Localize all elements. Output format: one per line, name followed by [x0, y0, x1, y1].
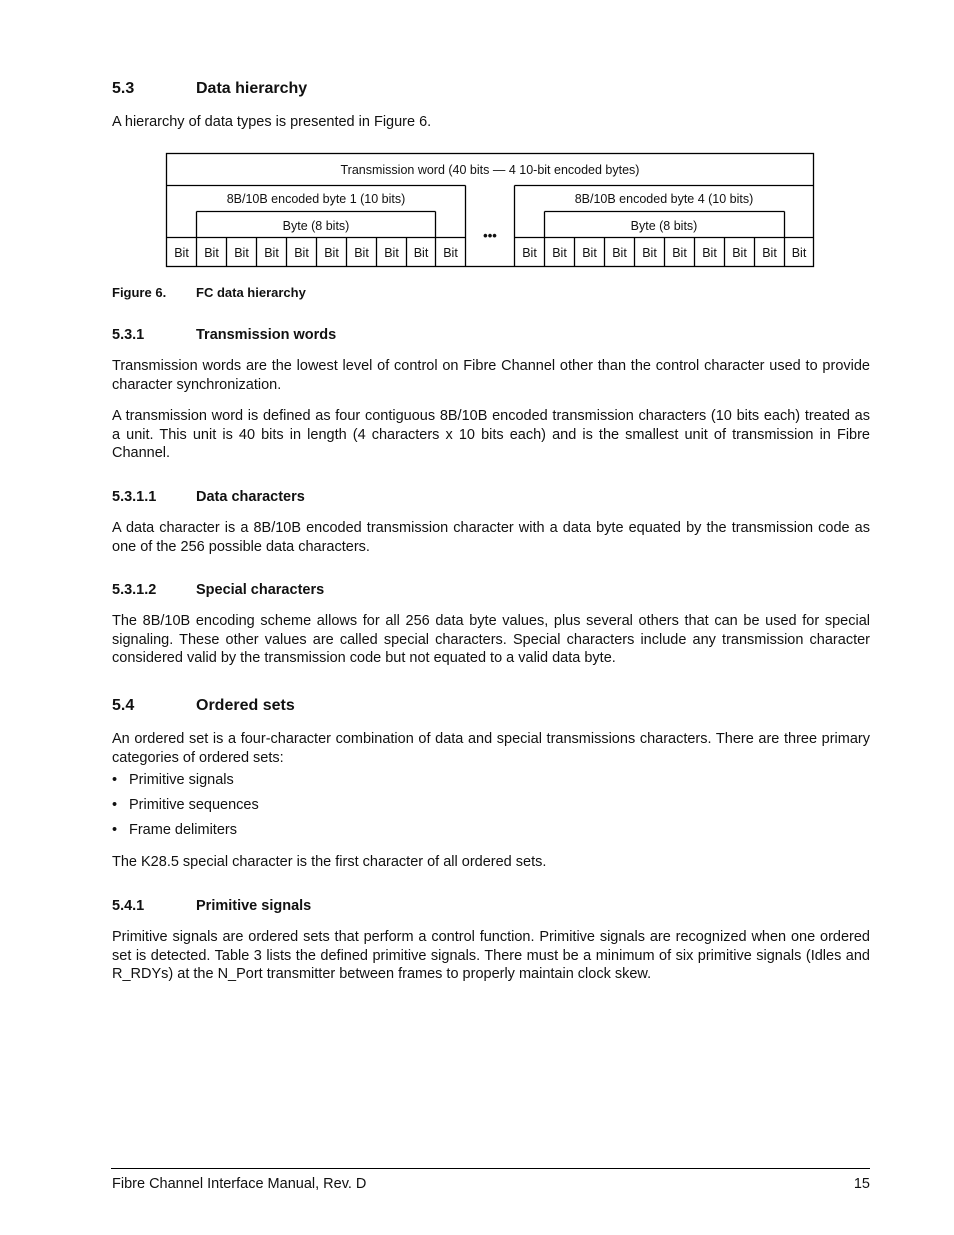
figure-label: Figure 6.	[112, 285, 167, 300]
ellipsis: •••	[483, 228, 497, 243]
page-number: 15	[853, 1176, 870, 1192]
section-title-data-hierarchy: Data hierarchy	[196, 80, 308, 97]
paragraph: Primitive signals are ordered sets that perform a control function. Primitive signals are recognized when one ordered set is detected. Table 3 lists the defined primitive signals. There must be a minimum of six primitive signals (Idles and R_RDYs) at the N_Port transmitter between frames to properly maintain clock skew.	[112, 929, 870, 983]
paragraph: Transmission words are the lowest level of control on Fibre Channel other than the control character used to provide character synchronization.	[112, 358, 870, 393]
fc-data-hierarchy-diagram	[160, 148, 824, 273]
bit-label: Bit	[443, 246, 458, 260]
bit-label: Bit	[702, 246, 717, 260]
bit-label: Bit	[642, 246, 657, 260]
bit-label: Bit	[264, 246, 279, 260]
inner-byte-label: Byte (8 bits)	[630, 219, 698, 233]
section-number-5-3-1: 5.3.1	[112, 327, 145, 343]
byte-1-label: 8B/10B encoded byte 1 (10 bits)	[226, 192, 406, 206]
bit-label: Bit	[174, 246, 189, 260]
paragraph: The 8B/10B encoding scheme allows for all 256 data byte values, plus several others that can be used for special signaling. These other values are called special characters. Special characters include any transmission character considered valid by the transmission code but not equated to a valid data byte.	[112, 613, 870, 667]
bit-label: Bit	[324, 246, 339, 260]
bit-label: Bit	[672, 246, 687, 260]
bit-label: Bit	[234, 246, 249, 260]
bit-label: Bit	[384, 246, 399, 260]
section-number-5-4-1: 5.4.1	[112, 898, 145, 914]
bit-label: Bit	[552, 246, 567, 260]
section-number-5-3: 5.3	[112, 80, 135, 97]
paragraph-intro: A hierarchy of data types is presented in Figure 6.	[112, 114, 432, 130]
bit-label: Bit	[612, 246, 627, 260]
footer-rule	[111, 1168, 870, 1169]
section-title-primitive-signals: Primitive signals	[196, 898, 312, 914]
section-title-data-characters: Data characters	[196, 489, 305, 505]
section-number-5-3-1-1: 5.3.1.1	[112, 489, 157, 505]
section-number-5-3-1-2: 5.3.1.2	[112, 582, 157, 598]
bit-label: Bit	[413, 246, 429, 260]
paragraph: A transmission word is defined as four contiguous 8B/10B encoded transmission characters (10 bits each) treated as a unit. This unit is 40 bits in length (4 characters x 10 bits each) and is the smallest unit of transmission in Fibre Channel.	[112, 408, 870, 462]
footer-title: Fibre Channel Interface Manual, Rev. D	[112, 1176, 367, 1192]
bit-label: Bit	[732, 246, 747, 260]
bit-label: Bit	[522, 246, 537, 260]
paragraph: The K28.5 special character is the first character of all ordered sets.	[112, 854, 547, 870]
paragraph: An ordered set is a four-character combination of data and special transmissions characters. There are three primary categories of ordered sets:	[112, 731, 870, 766]
bit-label: Bit	[354, 246, 369, 260]
section-title-ordered-sets: Ordered sets	[196, 697, 295, 714]
bit-label: Bit	[582, 246, 597, 260]
bit-label: Bit	[762, 246, 777, 260]
section-title-transmission-words: Transmission words	[196, 327, 337, 343]
section-number-5-4: 5.4	[112, 697, 135, 714]
bit-label: Bit	[791, 246, 807, 260]
bit-label: Bit	[204, 246, 219, 260]
section-title-special-characters: Special characters	[196, 582, 325, 598]
transmission-word-label: Transmission word (40 bits — 4 10-bit encoded bytes)	[340, 163, 640, 177]
figure-caption: FC data hierarchy	[196, 285, 306, 300]
bit-label: Bit	[294, 246, 309, 260]
paragraph: A data character is a 8B/10B encoded transmission character with a data byte equated by the transmission code as one of the 256 possible data characters.	[112, 520, 870, 555]
inner-byte-label: Byte (8 bits)	[282, 219, 350, 233]
byte-4-label: 8B/10B encoded byte 4 (10 bits)	[574, 192, 754, 206]
